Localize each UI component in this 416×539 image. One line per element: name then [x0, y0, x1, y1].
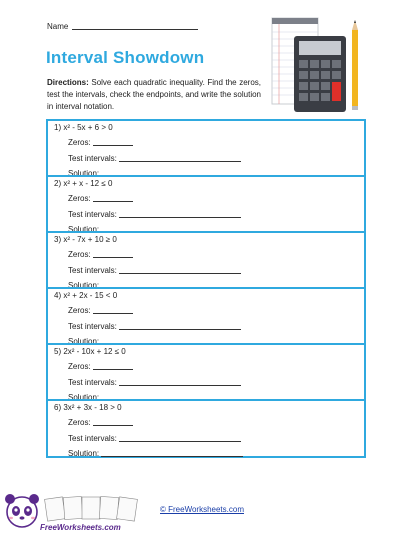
solution-label: Solution:: [68, 281, 100, 290]
test-intervals-label: Test intervals:: [68, 378, 117, 387]
test-intervals-blank[interactable]: [119, 273, 241, 274]
problem-box: [46, 119, 366, 178]
solution-label: Solution:: [68, 225, 100, 234]
logo-text: FreeWorksheets.com: [40, 523, 121, 532]
zeros-field: [68, 138, 133, 147]
test-intervals-label: Test intervals:: [68, 434, 117, 443]
test-intervals-field: [68, 210, 241, 219]
solution-label: Solution:: [68, 393, 100, 402]
zeros-blank[interactable]: [93, 145, 133, 146]
zeros-blank[interactable]: [93, 369, 133, 370]
solution-label: Solution:: [68, 449, 100, 458]
zeros-label: Zeros:: [68, 362, 91, 371]
zeros-field: [68, 306, 133, 315]
directions: [47, 77, 261, 113]
test-intervals-field: [68, 378, 241, 387]
problem-list: [46, 119, 366, 458]
problem-box: [46, 175, 366, 234]
copyright-link[interactable]: © FreeWorksheets.com: [160, 505, 244, 514]
zeros-label: Zeros:: [68, 250, 91, 259]
zeros-blank[interactable]: [93, 313, 133, 314]
problem-label: 2) x² + x - 12 ≤ 0: [54, 179, 113, 188]
test-intervals-blank[interactable]: [119, 161, 241, 162]
test-intervals-field: [68, 266, 241, 275]
test-intervals-blank[interactable]: [119, 441, 241, 442]
test-intervals-blank[interactable]: [119, 217, 241, 218]
problem-box: [46, 399, 366, 458]
test-intervals-field: [68, 322, 241, 331]
name-label: Name: [47, 22, 69, 31]
solution-label: Solution:: [68, 337, 100, 346]
problem-label: 4) x² + 2x - 15 < 0: [54, 291, 118, 300]
page-title: Interval Showdown: [46, 48, 205, 67]
problem-box: [46, 287, 366, 346]
zeros-field: [68, 250, 133, 259]
zeros-label: Zeros:: [68, 418, 91, 427]
test-intervals-field: [68, 154, 241, 163]
test-intervals-label: Test intervals:: [68, 210, 117, 219]
zeros-blank[interactable]: [93, 201, 133, 202]
zeros-blank[interactable]: [93, 257, 133, 258]
test-intervals-label: Test intervals:: [68, 266, 117, 275]
test-intervals-blank[interactable]: [119, 329, 241, 330]
test-intervals-blank[interactable]: [119, 385, 241, 386]
zeros-field: [68, 418, 133, 427]
directions-text: Solve each quadratic inequality. Find the zeros, test the intervals, check the endpoints, and write the solution in interval notation.: [47, 78, 261, 111]
test-intervals-label: Test intervals:: [68, 322, 117, 331]
zeros-label: Zeros:: [68, 138, 91, 147]
problem-box: [46, 343, 366, 402]
calculator-illustration: [268, 14, 368, 116]
test-intervals-label: Test intervals:: [68, 154, 117, 163]
zeros-label: Zeros:: [68, 194, 91, 203]
problem-label: 1) x² - 5x + 6 > 0: [54, 123, 113, 132]
solution-label: Solution:: [68, 169, 100, 178]
solution-field: [68, 449, 243, 458]
zeros-field: [68, 194, 133, 203]
problem-label: 3) x² - 7x + 10 ≥ 0: [54, 235, 117, 244]
zeros-field: [68, 362, 133, 371]
zeros-blank[interactable]: [93, 425, 133, 426]
problem-label: 6) 3x² + 3x - 18 > 0: [54, 403, 122, 412]
problem-label: 5) 2x² - 10x + 12 ≤ 0: [54, 347, 126, 356]
problem-box: [46, 231, 366, 290]
name-blank[interactable]: [72, 29, 198, 30]
solution-blank[interactable]: [101, 456, 243, 457]
test-intervals-field: [68, 434, 241, 443]
directions-label: Directions:: [47, 78, 89, 87]
name-row: [47, 22, 198, 31]
zeros-label: Zeros:: [68, 306, 91, 315]
